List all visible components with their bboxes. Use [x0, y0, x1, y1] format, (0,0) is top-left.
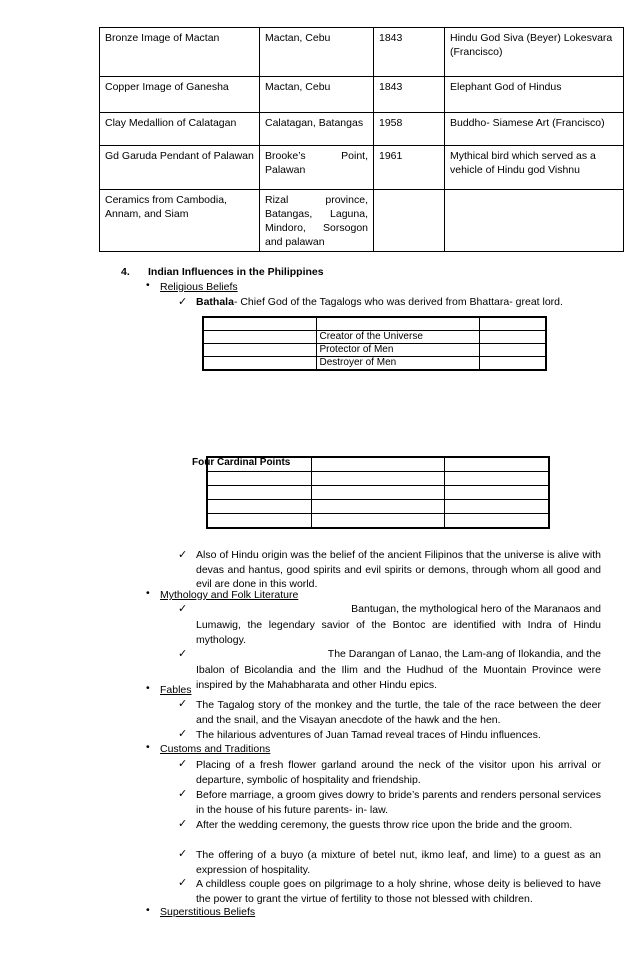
bathala-table [202, 316, 547, 371]
mythology-item-2-rest: Ibalon of Bicolandia and the Ilim and the Hudhud of the Muontain Province were inspired by the Mahabharata and other Hindu epics. [196, 664, 601, 691]
cardinal-points-table [206, 456, 550, 529]
table-cell: 1843 [374, 28, 445, 77]
table-row [203, 317, 546, 331]
check-icon: ✓ [178, 818, 188, 830]
customs-item-1: Placing of a fresh flower garland around the neck of the visitor upon his arrival or departure, symbolic of hospitality and friendship. [196, 759, 601, 786]
mythology-item-1-line1: Bantugan, the mythological hero of the Maranaos and [351, 603, 601, 615]
table-cell: 1961 [374, 146, 445, 190]
check-icon: ✓ [178, 728, 188, 740]
table-row [207, 500, 549, 514]
table-cell: Copper Image of Ganesha [100, 77, 260, 113]
table-row [100, 146, 624, 190]
check-icon: ✓ [178, 698, 188, 710]
table-row [207, 514, 549, 529]
fables-item-1: The Tagalog story of the monkey and the turtle, the tale of the race between the deer and the snail, and the Visayan anecdote of the hawk and the hen. [196, 699, 601, 726]
bathala-line [196, 296, 616, 308]
table-cell: Calatagan, Batangas [260, 113, 374, 146]
table-cell: Ceramics from Cambodia, Annam, and Siam [100, 190, 260, 252]
bullet-icon: • [146, 279, 150, 291]
table-cell: Destroyer of Men [316, 357, 479, 371]
customs-item-4: The offering of a buyo (a mixture of betel nut, ikmo leaf, and lime) to a guest as an expression of hospitality. [196, 849, 601, 876]
mythology-item-2-line1: The Darangan of Lanao, the Lam-ang of Ilokandia, and the [327, 648, 601, 660]
table-cell: Gd Garuda Pendant of Palawan [100, 146, 260, 190]
table-row [207, 457, 549, 472]
customs-item-3: After the wedding ceremony, the guests throw rice upon the bride and the groom. [196, 819, 573, 831]
table-cell-text: Rizal province, Batangas, Laguna, Mindoro, Sorsogon and palawan [265, 194, 368, 248]
religious-heading: Religious Beliefs [160, 281, 238, 293]
check-icon: ✓ [178, 848, 188, 860]
table-cell: Bronze Image of Mactan [100, 28, 260, 77]
table-row [203, 344, 546, 357]
check-icon: ✓ [178, 758, 188, 770]
table-row [100, 113, 624, 146]
customs-heading: Customs and Traditions [160, 743, 271, 755]
customs-item-5: A childless couple goes on pilgrimage to a holy shrine, whose deity is believed to have the power to grant the virtue of fertility to those not blessed with children. [196, 878, 601, 905]
check-icon: ✓ [178, 877, 188, 889]
table-cell: Mactan, Cebu [260, 28, 374, 77]
cardinal-label: Four Cardinal Points [192, 457, 291, 468]
table-cell: Brooke’s Point, Palawan [260, 146, 374, 190]
table-cell: Elephant God of Hindus [445, 77, 624, 113]
table-row [207, 472, 549, 486]
table-row [100, 190, 624, 252]
bathala-term: Bathala [196, 296, 234, 308]
table-cell: Mythical bird which served as a vehicle of Hindu god Vishnu [445, 146, 624, 190]
bullet-icon: • [146, 904, 150, 916]
table-cell: Creator of the Universe [316, 331, 479, 344]
check-icon: ✓ [178, 603, 188, 615]
table-cell [316, 317, 479, 331]
table-row [100, 77, 624, 113]
check-icon: ✓ [178, 296, 188, 308]
check-icon: ✓ [178, 788, 188, 800]
mythology-item-1-rest: Lumawig, the legendary savior of the Bontoc are identified with Indra of Hindu mythology. [196, 619, 601, 646]
section-title: Indian Influences in the Philippines [148, 266, 324, 278]
superstitious-heading: Superstitious Beliefs [160, 906, 256, 918]
bullet-icon: • [146, 741, 150, 753]
fables-heading: Fables [160, 684, 192, 696]
bathala-text: - Chief God of the Tagalogs who was derived from Bhattara- great lord. [233, 296, 563, 308]
table-cell: Buddho- Siamese Art (Francisco) [445, 113, 624, 146]
check-icon: ✓ [178, 549, 188, 561]
table-cell: 1843 [374, 77, 445, 113]
mythology-heading: Mythology and Folk Literature [160, 589, 299, 601]
fables-item-2: The hilarious adventures of Juan Tamad reveal traces of Hindu influences. [196, 729, 541, 741]
table-cell: Clay Medallion of Calatagan [100, 113, 260, 146]
table-cell: 1958 [374, 113, 445, 146]
check-icon: ✓ [178, 648, 188, 660]
hindu-origin-text: Also of Hindu origin was the belief of the ancient Filipinos that the universe is alive with devas and hantus, good spirits and evil spirits or demons, through whom all good and evil are done in this world. [196, 549, 601, 590]
customs-item-2: Before marriage, a groom gives dowry to bride’s parents and renders personal services in the house of his future parents- in- law. [196, 789, 601, 816]
table-cell: Mactan, Cebu [260, 77, 374, 113]
table-cell [374, 190, 445, 252]
bullet-icon: • [146, 682, 150, 694]
table-row [203, 357, 546, 371]
artifacts-table [99, 27, 624, 252]
table-row [207, 486, 549, 500]
table-cell: Protector of Men [316, 344, 479, 357]
section-number: 4. [121, 266, 130, 278]
table-row [100, 28, 624, 77]
table-cell: Hindu God Siva (Beyer) Lokesvara (Francisco) [445, 28, 624, 77]
table-cell [260, 190, 374, 252]
table-cell [445, 190, 624, 252]
bullet-icon: • [146, 587, 150, 599]
table-row [203, 331, 546, 344]
